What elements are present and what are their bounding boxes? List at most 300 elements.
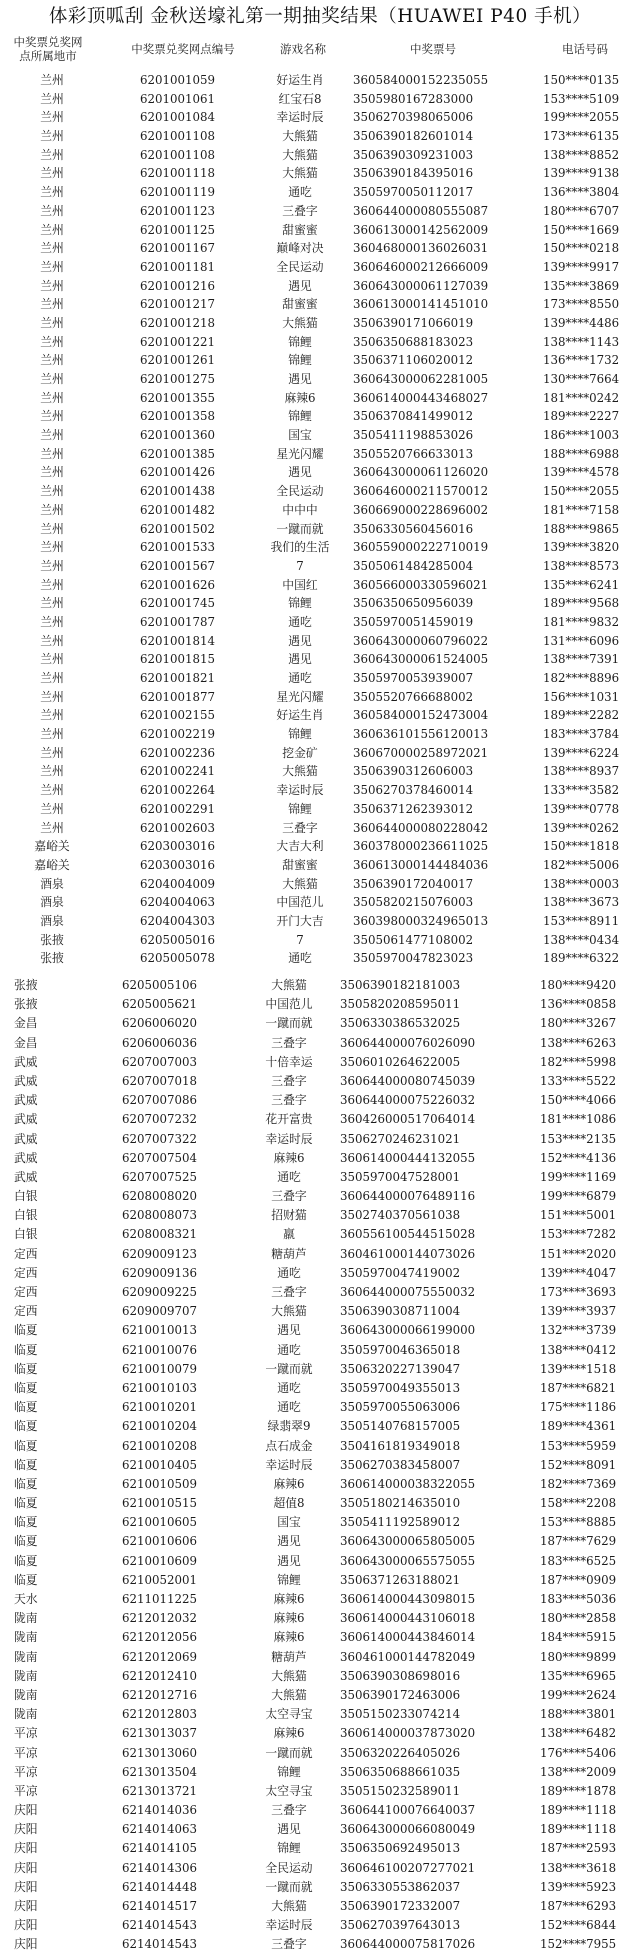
cell-ticket-number: 360643000062281005 xyxy=(353,372,489,386)
table-row xyxy=(0,333,640,352)
cell-ticket-number: 360468000136026031 xyxy=(353,241,489,256)
cell-city: 兰州 xyxy=(40,764,64,779)
cell-phone-number: 138****8852 xyxy=(543,147,620,162)
cell-site-number: 6207007232 xyxy=(122,1112,198,1127)
table-row xyxy=(0,1532,640,1551)
cell-city: 兰州 xyxy=(40,614,64,629)
cell-site-number: 6214014543 xyxy=(122,1937,198,1952)
cell-ticket-number: 360584000152235055 xyxy=(353,73,489,87)
cell-phone-number: 180****3267 xyxy=(540,1016,617,1031)
cell-ticket-number: 360614000443468027 xyxy=(353,390,489,405)
cell-ticket-number: 360613000144484036 xyxy=(353,857,489,872)
cell-ticket-number: 3506270378460014 xyxy=(353,783,474,798)
cell-game-name: 花开富贵 xyxy=(265,1112,313,1127)
cell-ticket-number: 360644000075550032 xyxy=(340,1285,476,1299)
cell-ticket-number: 3505180214635010 xyxy=(340,1496,461,1511)
cell-phone-number: 173****6135 xyxy=(543,129,620,144)
cell-phone-number: 188****6988 xyxy=(543,446,620,461)
cell-phone-number: 189****6322 xyxy=(543,951,620,966)
cell-ticket-number: 3506390308711004 xyxy=(340,1304,461,1319)
cell-game-name: 三叠字 xyxy=(271,1937,307,1952)
cell-phone-number: 138****0003 xyxy=(543,876,620,891)
cell-ticket-number: 360644000080555087 xyxy=(353,203,489,218)
cell-game-name: 大吉大利 xyxy=(276,839,324,854)
cell-game-name: 大熊猫 xyxy=(271,978,307,992)
cell-city: 武威 xyxy=(14,1112,38,1127)
cell-ticket-number: 360614000443098015 xyxy=(340,1592,476,1606)
cell-city: 兰州 xyxy=(40,372,64,386)
cell-game-name: 遇见 xyxy=(288,278,312,293)
cell-phone-number: 139****4486 xyxy=(543,315,620,330)
cell-phone-number: 131****6096 xyxy=(543,633,620,648)
cell-ticket-number: 3505061477108002 xyxy=(353,932,474,947)
table-row xyxy=(0,407,640,426)
cell-game-name: 幸运时辰 xyxy=(265,1457,313,1472)
cell-site-number: 6201001877 xyxy=(140,689,216,704)
cell-city: 庆阳 xyxy=(14,1822,38,1837)
results-table-section-2 xyxy=(0,976,640,1955)
cell-ticket-number: 360566000330596021 xyxy=(353,577,489,592)
cell-site-number: 6201001821 xyxy=(140,671,216,685)
cell-city: 定西 xyxy=(14,1285,38,1299)
table-row xyxy=(0,1379,640,1398)
cell-game-name: 幸运时辰 xyxy=(276,783,324,798)
cell-ticket-number: 360644000076489116 xyxy=(340,1189,476,1204)
cell-game-name: 一蹴而就 xyxy=(265,1879,313,1894)
table-row xyxy=(0,1034,640,1053)
table-row xyxy=(0,594,640,613)
cell-site-number: 6201001787 xyxy=(140,614,216,629)
cell-city: 张掖 xyxy=(40,932,64,947)
cell-game-name: 遇见 xyxy=(277,1323,301,1338)
table-row xyxy=(0,1072,640,1091)
cell-phone-number: 139****0778 xyxy=(543,801,620,816)
table-row xyxy=(0,1763,640,1782)
cell-ticket-number: 3506390312606003 xyxy=(353,764,474,779)
cell-ticket-number: 360461000144782049 xyxy=(340,1649,476,1664)
cell-site-number: 6201001167 xyxy=(140,241,216,256)
cell-site-number: 6210010204 xyxy=(122,1419,198,1434)
cell-game-name: 大熊猫 xyxy=(282,764,318,779)
page-title: 体彩顶呱刮 金秋送壕礼第一期抽奖结果（HUAWEI P40 手机） xyxy=(48,6,592,27)
cell-phone-number: 138****8937 xyxy=(543,764,620,779)
cell-phone-number: 184****5915 xyxy=(540,1630,617,1645)
cell-phone-number: 182****5998 xyxy=(540,1054,617,1069)
cell-game-name: 我们的生活 xyxy=(270,540,330,555)
cell-ticket-number: 360643000061524005 xyxy=(353,652,489,667)
table-row xyxy=(0,183,640,202)
cell-site-number: 6214014036 xyxy=(122,1803,198,1818)
cell-city: 定西 xyxy=(14,1304,38,1319)
cell-ticket-number: 360584000152473004 xyxy=(353,708,489,723)
cell-phone-number: 135****6241 xyxy=(543,577,620,592)
cell-phone-number: 189****1118 xyxy=(540,1822,617,1837)
table-row xyxy=(0,1168,640,1187)
cell-ticket-number: 3506390308698016 xyxy=(340,1668,461,1683)
cell-phone-number: 150****2055 xyxy=(543,484,620,499)
cell-game-name: 通吃 xyxy=(277,1342,301,1357)
cell-ticket-number: 3506350692495013 xyxy=(340,1841,461,1856)
cell-city: 兰州 xyxy=(40,166,64,181)
table-row xyxy=(0,202,640,221)
cell-phone-number: 181****9832 xyxy=(543,614,620,629)
cell-ticket-number: 360646000212666009 xyxy=(353,259,489,274)
cell-city: 兰州 xyxy=(40,334,64,349)
cell-city: 酒泉 xyxy=(40,913,64,928)
table-row xyxy=(0,1744,640,1763)
cell-city: 临夏 xyxy=(14,1572,38,1587)
cell-ticket-number: 3505820215076003 xyxy=(353,895,474,910)
header-city-line1: 中奖票兑奖网 xyxy=(13,35,83,49)
cell-game-name: 招财猫 xyxy=(271,1208,307,1223)
cell-phone-number: 189****2227 xyxy=(543,409,620,424)
cell-ticket-number: 3506390309231003 xyxy=(353,147,474,162)
cell-ticket-number: 360643000061127039 xyxy=(353,278,489,293)
cell-city: 兰州 xyxy=(40,745,64,760)
cell-ticket-number: 3506320226405026 xyxy=(340,1745,461,1760)
cell-ticket-number: 3505411192589012 xyxy=(340,1515,461,1530)
cell-game-name: 大熊猫 xyxy=(282,147,318,162)
cell-city: 兰州 xyxy=(40,91,64,106)
cell-city: 兰州 xyxy=(40,428,64,443)
cell-site-number: 6201001061 xyxy=(140,91,216,106)
cell-site-number: 6201001567 xyxy=(140,558,216,573)
cell-ticket-number: 3506390172040017 xyxy=(353,876,474,891)
cell-site-number: 6210052001 xyxy=(122,1572,198,1587)
cell-site-number: 6205005078 xyxy=(140,951,216,966)
cell-game-name: 锦鲤 xyxy=(288,727,312,742)
cell-site-number: 6201001123 xyxy=(140,203,216,218)
cell-city: 兰州 xyxy=(40,577,64,592)
cell-site-number: 6204004009 xyxy=(140,876,216,891)
cell-city: 临夏 xyxy=(14,1419,38,1434)
cell-phone-number: 138****1143 xyxy=(543,334,620,349)
table-row xyxy=(0,1494,640,1513)
cell-site-number: 6207007504 xyxy=(122,1150,198,1165)
cell-ticket-number: 3505970055063006 xyxy=(340,1400,461,1415)
cell-ticket-number: 360646100207277021 xyxy=(340,1860,476,1875)
table-row xyxy=(0,688,640,707)
cell-phone-number: 133****3582 xyxy=(543,783,620,798)
cell-city: 酒泉 xyxy=(40,895,64,910)
table-row xyxy=(0,557,640,576)
cell-site-number: 6201001502 xyxy=(140,521,216,536)
cell-site-number: 6201001125 xyxy=(140,222,216,237)
cell-ticket-number: 3505411198853026 xyxy=(353,428,474,443)
table-row xyxy=(0,819,640,838)
table-row xyxy=(0,912,640,931)
cell-game-name: 三叠字 xyxy=(271,1803,307,1818)
cell-site-number: 6212012069 xyxy=(122,1649,198,1664)
cell-phone-number: 189****2282 xyxy=(543,708,620,723)
cell-phone-number: 153****7282 xyxy=(540,1227,617,1242)
cell-game-name: 开门大吉 xyxy=(276,913,324,928)
cell-site-number: 6214014543 xyxy=(122,1918,198,1933)
cell-phone-number: 135****3869 xyxy=(543,278,620,293)
table-row xyxy=(0,426,640,445)
cell-city: 陇南 xyxy=(14,1668,38,1683)
table-row xyxy=(0,1859,640,1878)
cell-site-number: 6209009225 xyxy=(122,1285,198,1299)
cell-game-name: 通吃 xyxy=(277,1265,301,1280)
table-row xyxy=(0,221,640,240)
cell-city: 临夏 xyxy=(14,1380,38,1395)
cell-site-number: 6210010103 xyxy=(122,1380,198,1395)
cell-phone-number: 138****3618 xyxy=(540,1860,617,1875)
cell-ticket-number: 3505520766633013 xyxy=(353,446,474,461)
cell-game-name: 锦鲤 xyxy=(288,353,312,368)
cell-city: 兰州 xyxy=(40,446,64,461)
cell-city: 白银 xyxy=(14,1208,38,1223)
cell-city: 兰州 xyxy=(40,708,64,723)
cell-ticket-number: 360644000075817026 xyxy=(340,1937,476,1952)
cell-game-name: 遇见 xyxy=(288,465,312,480)
cell-city: 兰州 xyxy=(40,129,64,144)
cell-phone-number: 183****6525 xyxy=(540,1553,617,1568)
cell-ticket-number: 360643000066199000 xyxy=(340,1323,476,1338)
cell-site-number: 6205005621 xyxy=(122,997,198,1012)
cell-game-name: 通吃 xyxy=(288,951,312,966)
cell-ticket-number: 3506370841499012 xyxy=(353,409,474,424)
cell-city: 兰州 xyxy=(40,222,64,237)
cell-phone-number: 139****4578 xyxy=(543,465,620,480)
cell-game-name: 国宝 xyxy=(277,1515,301,1530)
cell-game-name: 幸运时辰 xyxy=(276,110,324,125)
cell-site-number: 6214014063 xyxy=(122,1822,198,1837)
cell-city: 嘉峪关 xyxy=(34,857,70,872)
table-row xyxy=(0,1935,640,1954)
cell-phone-number: 133****5522 xyxy=(540,1073,617,1088)
cell-game-name: 7 xyxy=(296,932,304,947)
cell-site-number: 6209009123 xyxy=(122,1246,198,1261)
table-row xyxy=(0,1590,640,1609)
cell-site-number: 6214014517 xyxy=(122,1899,198,1913)
table-row xyxy=(0,1724,640,1743)
cell-site-number: 6210010208 xyxy=(122,1438,198,1453)
cell-site-number: 6207007018 xyxy=(122,1073,198,1088)
table-row xyxy=(0,1321,640,1340)
cell-game-name: 一蹴而就 xyxy=(265,1745,313,1760)
cell-ticket-number: 360559000222710019 xyxy=(353,540,489,555)
cell-ticket-number: 360670000258972021 xyxy=(353,745,489,760)
cell-phone-number: 181****1086 xyxy=(540,1112,617,1127)
table-row xyxy=(0,1245,640,1264)
cell-phone-number: 136****1732 xyxy=(543,353,620,368)
cell-site-number: 6210010606 xyxy=(122,1534,198,1549)
cell-site-number: 6201001385 xyxy=(140,446,216,461)
table-row xyxy=(0,1130,640,1149)
cell-game-name: 中国红 xyxy=(282,577,318,592)
cell-phone-number: 180****2858 xyxy=(540,1611,617,1626)
cell-game-name: 绿翡翠9 xyxy=(267,1419,311,1434)
cell-phone-number: 139****9138 xyxy=(543,166,620,181)
cell-city: 武威 xyxy=(14,1054,38,1069)
cell-site-number: 6210010201 xyxy=(122,1400,198,1415)
table-row xyxy=(0,1187,640,1206)
cell-ticket-number: 3506270246231021 xyxy=(340,1131,461,1146)
cell-phone-number: 135****6965 xyxy=(540,1668,617,1683)
cell-site-number: 6208008073 xyxy=(122,1208,198,1223)
table-row xyxy=(0,389,640,408)
table-row xyxy=(0,1801,640,1820)
table-row xyxy=(0,164,640,183)
cell-city: 武威 xyxy=(14,1169,38,1184)
cell-site-number: 6201001261 xyxy=(140,353,216,368)
cell-site-number: 6212012716 xyxy=(122,1687,198,1702)
cell-phone-number: 130****7664 xyxy=(543,372,620,386)
cell-ticket-number: 360614000038322055 xyxy=(340,1476,476,1491)
cell-game-name: 通吃 xyxy=(277,1400,301,1415)
cell-ticket-number: 360636101556120013 xyxy=(353,727,489,742)
cell-city: 陇南 xyxy=(14,1630,38,1645)
cell-game-name: 十倍幸运 xyxy=(265,1054,313,1069)
cell-game-name: 麻辣6 xyxy=(273,1476,305,1491)
cell-city: 兰州 xyxy=(40,203,64,218)
cell-game-name: 巅峰对决 xyxy=(276,241,324,256)
cell-phone-number: 158****2208 xyxy=(540,1496,617,1511)
cell-city: 临夏 xyxy=(14,1457,38,1472)
cell-game-name: 幸运时辰 xyxy=(265,1131,313,1146)
cell-city: 兰州 xyxy=(40,633,64,648)
cell-ticket-number: 3505970046365018 xyxy=(340,1342,461,1357)
cell-phone-number: 187****7629 xyxy=(540,1534,617,1549)
table-row xyxy=(0,1360,640,1379)
table-row xyxy=(0,1091,640,1110)
cell-site-number: 6212012803 xyxy=(122,1707,198,1722)
header-site: 中奖票兑奖网点编号 xyxy=(131,42,235,56)
cell-game-name: 锦鲤 xyxy=(288,334,312,349)
cell-game-name: 星光闪耀 xyxy=(276,689,324,704)
cell-game-name: 大熊猫 xyxy=(271,1304,307,1319)
cell-game-name: 锦鲤 xyxy=(288,409,312,424)
cell-city: 兰州 xyxy=(40,259,64,274)
table-row xyxy=(0,931,640,950)
table-row xyxy=(0,1782,640,1801)
header-phone: 电话号码 xyxy=(562,42,608,56)
cell-ticket-number: 3506350650956039 xyxy=(353,596,474,611)
cell-phone-number: 153****8885 xyxy=(540,1515,617,1530)
cell-ticket-number: 3505150233074214 xyxy=(340,1707,461,1722)
cell-game-name: 点石成金 xyxy=(265,1438,313,1453)
cell-site-number: 6201001221 xyxy=(140,334,216,349)
header-ticket: 中奖票号 xyxy=(410,42,456,56)
cell-phone-number: 181****7158 xyxy=(543,502,620,517)
cell-site-number: 6207007003 xyxy=(122,1054,198,1069)
cell-phone-number: 181****0242 xyxy=(543,390,620,405)
cell-city: 定西 xyxy=(14,1265,38,1280)
cell-phone-number: 138****6482 xyxy=(540,1726,617,1741)
cell-site-number: 6201001815 xyxy=(140,652,216,667)
header-game: 游戏名称 xyxy=(280,42,326,56)
table-row xyxy=(0,1110,640,1129)
cell-game-name: 糖葫芦 xyxy=(271,1649,307,1664)
cell-site-number: 6212012032 xyxy=(122,1611,198,1626)
cell-ticket-number: 3505150232589011 xyxy=(340,1783,461,1798)
cell-site-number: 6201002236 xyxy=(140,745,216,760)
cell-phone-number: 150****0218 xyxy=(543,241,620,256)
cell-city: 张掖 xyxy=(40,951,64,966)
cell-city: 兰州 xyxy=(40,241,64,256)
cell-game-name: 大熊猫 xyxy=(282,129,318,144)
table-row xyxy=(0,875,640,894)
cell-city: 庆阳 xyxy=(14,1841,38,1856)
cell-phone-number: 139****9917 xyxy=(543,259,620,274)
cell-ticket-number: 360643000065805005 xyxy=(340,1534,476,1549)
table-row xyxy=(0,1820,640,1839)
cell-site-number: 6201001360 xyxy=(140,428,216,443)
table-row xyxy=(0,976,640,995)
cell-game-name: 遇见 xyxy=(288,372,312,386)
cell-game-name: 通吃 xyxy=(277,1380,301,1395)
cell-ticket-number: 360643000065575055 xyxy=(340,1553,476,1568)
table-row xyxy=(0,1667,640,1686)
cell-ticket-number: 3505970051459019 xyxy=(353,614,474,629)
cell-site-number: 6206006020 xyxy=(122,1016,198,1031)
cell-city: 兰州 xyxy=(40,783,64,798)
cell-site-number: 6201001626 xyxy=(140,577,216,592)
cell-game-name: 麻辣6 xyxy=(273,1630,305,1645)
cell-ticket-number: 360644000080745039 xyxy=(340,1073,476,1088)
cell-game-name: 遇见 xyxy=(277,1822,301,1837)
cell-phone-number: 150****1669 xyxy=(543,222,620,237)
table-row xyxy=(0,1283,640,1302)
cell-game-name: 麻辣6 xyxy=(273,1611,305,1626)
table-row xyxy=(0,1206,640,1225)
cell-game-name: 太空寻宝 xyxy=(265,1707,313,1722)
cell-city: 兰州 xyxy=(40,521,64,536)
table-row xyxy=(0,1225,640,1244)
cell-ticket-number: 3506270397643013 xyxy=(340,1918,461,1933)
table-row xyxy=(0,1878,640,1897)
table-row xyxy=(0,576,640,595)
table-row xyxy=(0,1839,640,1858)
cell-game-name: 锦鲤 xyxy=(288,801,312,816)
cell-game-name: 遇见 xyxy=(288,652,312,667)
cell-game-name: 三叠字 xyxy=(271,1073,307,1088)
cell-ticket-number: 3505970049355013 xyxy=(340,1380,461,1395)
cell-ticket-number: 3505970047528001 xyxy=(340,1169,461,1184)
table-row xyxy=(0,538,640,557)
cell-site-number: 6214014105 xyxy=(122,1841,198,1856)
cell-phone-number: 139****3820 xyxy=(543,540,620,555)
cell-site-number: 6201001358 xyxy=(140,409,216,424)
table-row xyxy=(0,1552,640,1571)
cell-phone-number: 153****5109 xyxy=(543,91,620,106)
table-row xyxy=(0,1513,640,1532)
cell-site-number: 6213013037 xyxy=(122,1726,198,1741)
cell-game-name: 全民运动 xyxy=(265,1860,313,1875)
cell-game-name: 大熊猫 xyxy=(271,1668,307,1683)
table-row xyxy=(0,108,640,127)
cell-game-name: 幸运时辰 xyxy=(265,1918,313,1933)
table-row xyxy=(0,632,640,651)
cell-game-name: 大熊猫 xyxy=(282,166,318,181)
table-row xyxy=(0,1628,640,1647)
table-row xyxy=(0,800,640,819)
cell-ticket-number: 3505970053939007 xyxy=(353,671,474,685)
cell-phone-number: 180****6707 xyxy=(543,203,620,218)
table-row xyxy=(0,1686,640,1705)
cell-ticket-number: 360643000061126020 xyxy=(353,465,489,480)
cell-city: 陇南 xyxy=(14,1707,38,1722)
cell-city: 兰州 xyxy=(40,596,64,611)
cell-game-name: 国宝 xyxy=(288,428,312,443)
cell-city: 平凉 xyxy=(14,1783,38,1798)
cell-phone-number: 173****3693 xyxy=(540,1285,617,1299)
cell-site-number: 6210010405 xyxy=(122,1457,198,1472)
table-row xyxy=(0,613,640,632)
cell-site-number: 6213013504 xyxy=(122,1764,198,1779)
